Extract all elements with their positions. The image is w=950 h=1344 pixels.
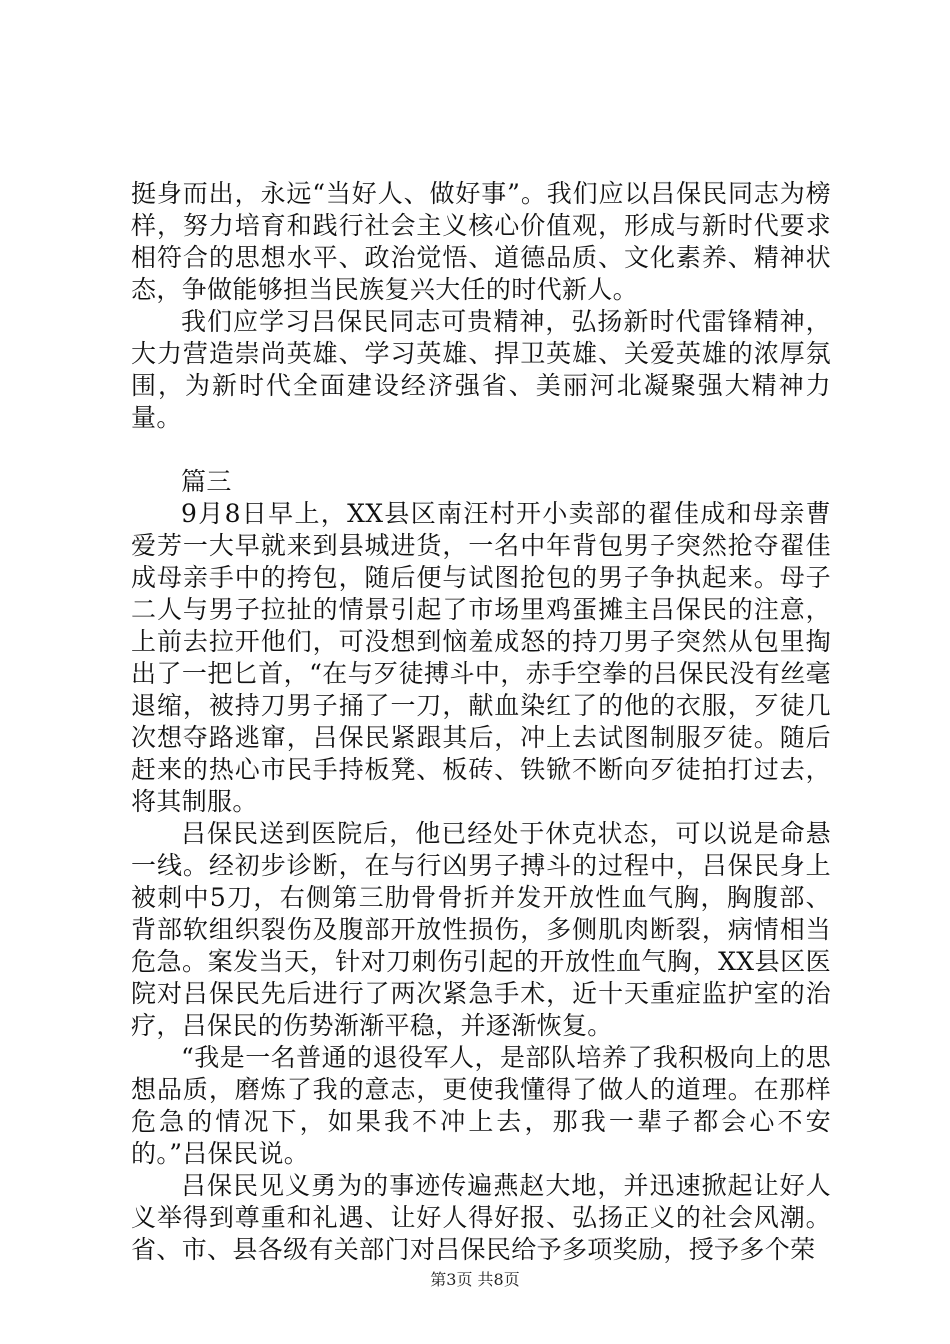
page-number: 第3页 共8页: [430, 1270, 520, 1289]
section-heading: 篇三: [181, 467, 232, 496]
paragraph-continuation: 挺身而出，永远“当好人、做好事”。我们应以吕保民同志为榜样，努力培育和践行社会主义核心价值观，形成与新时代要求相符合的思想水平、政治觉悟、道德品质、文化素养、精神状态，争做能够担当民族复兴大任的时代新人。: [131, 179, 831, 304]
paragraph-honors: 吕保民见义勇为的事迹传遍燕赵大地，并迅速掀起让好人义举得到尊重和礼遇、让好人得好报、弘扬正义的社会风潮。省、市、县各级有关部门对吕保民给予多项奖励，授予多个荣: [131, 1171, 831, 1264]
paragraph-hospital: 吕保民送到医院后，他已经处于休克状态，可以说是命悬一线。经初步诊断，在与行凶男子搏斗的过程中，吕保民身上被刺中5刀，右侧第三肋骨骨折并发开放性血气胸，胸腹部、背部软组织裂伤及腹部开放性损伤，多侧肌肉断裂，病情相当危急。案发当天，针对刀刺伤引起的开放性血气胸，XX县区医院对吕保民先后进行了两次紧急手术，近十天重症监护室的治疗，吕保民的伤势渐渐平稳，并逐渐恢复。: [131, 819, 831, 1040]
paragraph-learn-spirit: 我们应学习吕保民同志可贵精神，弘扬新时代雷锋精神，大力营造崇尚英雄、学习英雄、捍卫英雄、关爱英雄的浓厚氛围，为新时代全面建设经济强省、美丽河北凝聚强大精神力量。: [131, 307, 831, 432]
paragraph-incident: 9月8日早上，XX县区南汪村开小卖部的翟佳成和母亲曹爱芳一大早就来到县城进货，一名中年背包男子突然抢夺翟佳成母亲手中的挎包，随后便与试图抢包的男子争执起来。母子二人与男子拉扯的情景引起了市场里鸡蛋摊主吕保民的注意，上前去拉开他们，可没想到恼羞成怒的持刀男子突然从包里掏出了一把匕首，“在与歹徒搏斗中，赤手空拳的吕保民没有丝毫退缩，被持刀男子捅了一刀，献血染红了的他的衣服，歹徒几次想夺路逃窜，吕保民紧跟其后，冲上去试图制服歹徒。随后赶来的热心市民手持板凳、板砖、铁锨不断向歹徒拍打过去，将其制服。: [131, 499, 831, 816]
paragraph-quote: “我是一名普通的退役军人，是部队培养了我积极向上的思想品质，磨炼了我的意志，更使我懂得了做人的道理。在那样危急的情况下，如果我不冲上去，那我一辈子都会心不安的。”吕保民说。: [131, 1043, 831, 1168]
document-body: [131, 178, 831, 1266]
